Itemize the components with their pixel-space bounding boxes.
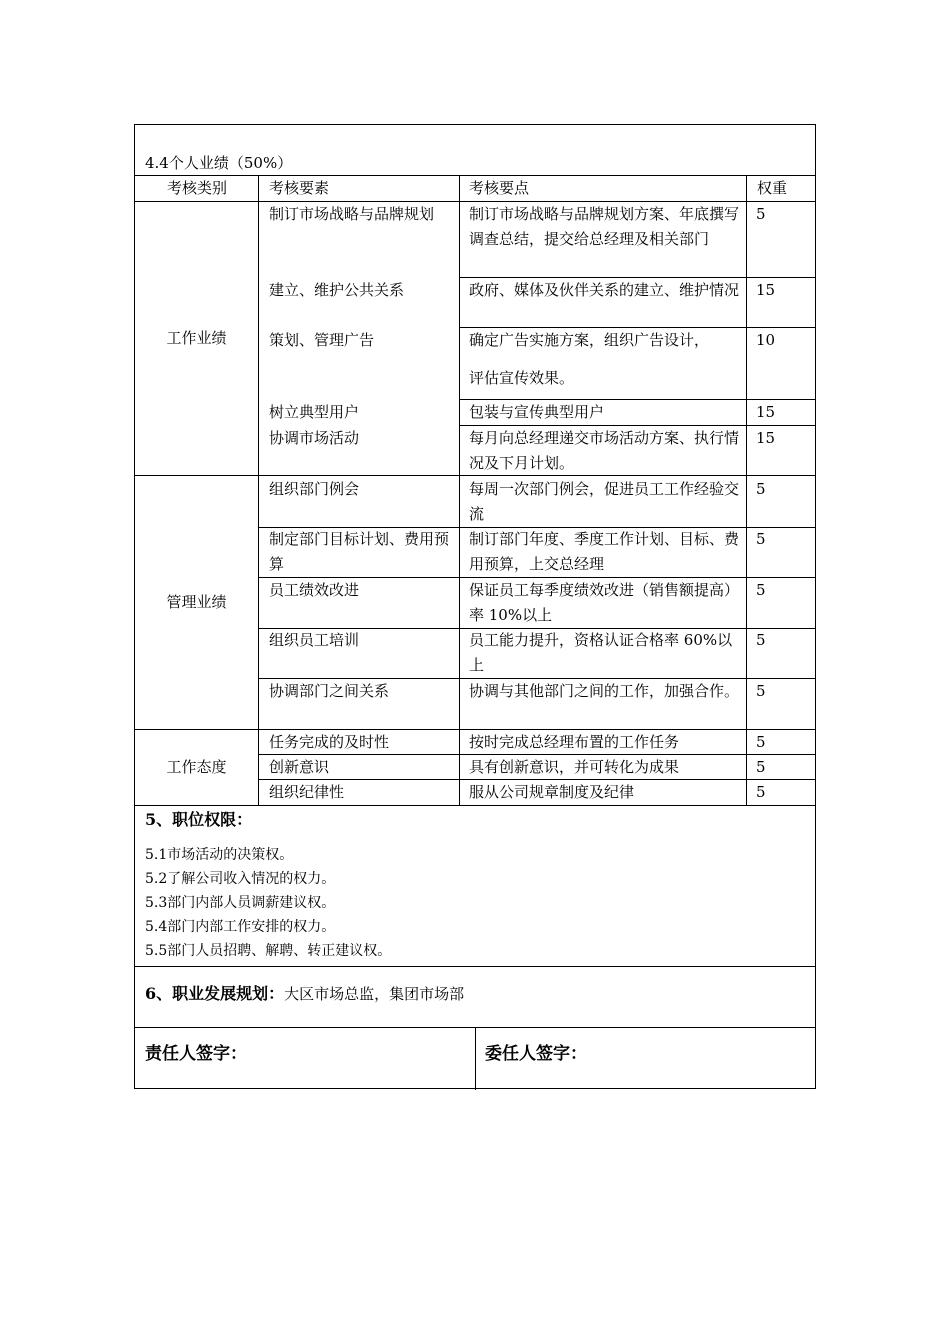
weight-cell: 5 — [756, 758, 766, 776]
weight-cell: 5 — [756, 631, 766, 649]
permission-item: 5.3部门内部人员调薪建议权。 — [145, 895, 336, 911]
category-work-attitude: 工作态度 — [166, 758, 227, 776]
point-cell: 按时完成总经理布置的工作任务 — [469, 733, 680, 751]
element-cell: 任务完成的及时性 — [269, 733, 390, 751]
element-cell: 建立、维护公共关系 — [269, 281, 405, 299]
weight-cell: 5 — [756, 581, 766, 599]
header-category: 考核类别 — [166, 179, 227, 197]
career-plan-value: 大区市场总监，集团市场部 — [284, 985, 465, 1003]
document-table — [134, 124, 816, 1089]
element-cell: 树立典型用户 — [269, 403, 360, 421]
weight-cell: 10 — [756, 331, 776, 349]
point-cell: 保证员工每季度绩效改进（销售额提高）率 10%以上 — [469, 581, 740, 624]
point-cell: 包装与宣传典型用户 — [469, 403, 605, 421]
element-cell: 员工绩效改进 — [269, 581, 360, 599]
point-cell: 具有创新意识，并可转化为成果 — [469, 758, 680, 776]
element-cell: 制订市场战略与品牌规划 — [269, 205, 435, 223]
weight-cell: 15 — [756, 281, 776, 299]
header-point: 考核要点 — [469, 179, 530, 197]
weight-cell: 15 — [756, 403, 776, 421]
appointer-signature-label: 委任人签字： — [485, 1044, 587, 1064]
header-element: 考核要素 — [269, 179, 330, 197]
point-cell: 每月向总经理递交市场活动方案、执行情况及下月计划。 — [469, 429, 740, 472]
category-work-performance: 工作业绩 — [166, 329, 227, 347]
permission-item: 5.1市场活动的决策权。 — [145, 847, 294, 863]
point-cell: 员工能力提升，资格认证合格率 60%以上 — [469, 631, 733, 674]
point-cell: 制订市场战略与品牌规划方案、年底撰写调查总结，提交给总经理及相关部门 — [469, 205, 740, 248]
point-cell: 制订部门年度、季度工作计划、目标、费用预算，上交总经理 — [469, 530, 740, 573]
element-cell: 协调部门之间关系 — [269, 682, 390, 700]
element-cell: 创新意识 — [269, 758, 330, 776]
point-cell: 每周一次部门例会，促进员工工作经验交流 — [469, 480, 740, 523]
permission-item: 5.2了解公司收入情况的权力。 — [145, 871, 336, 887]
category-management-performance: 管理业绩 — [166, 593, 227, 611]
element-cell: 组织部门例会 — [269, 480, 360, 498]
section-6-title: 6、职业发展规划： — [145, 984, 285, 1003]
element-cell: 组织纪律性 — [269, 783, 345, 801]
permission-item: 5.4部门内部工作安排的权力。 — [145, 919, 336, 935]
weight-cell: 5 — [756, 783, 766, 801]
section-6 — [145, 981, 464, 1007]
weight-cell: 5 — [756, 733, 766, 751]
permission-item: 5.5部门人员招聘、解聘、转正建议权。 — [145, 943, 392, 959]
weight-cell: 15 — [756, 429, 776, 447]
section-4-4-title: 4.4个人业绩（50%） — [145, 154, 293, 172]
element-cell: 协调市场活动 — [269, 429, 360, 447]
weight-cell: 5 — [756, 530, 766, 548]
element-cell: 策划、管理广告 — [269, 331, 375, 349]
weight-cell: 5 — [756, 682, 766, 700]
element-cell: 组织员工培训 — [269, 631, 360, 649]
responsible-signature-label: 责任人签字： — [145, 1044, 247, 1064]
point-cell: 协调与其他部门之间的工作，加强合作。 — [469, 682, 740, 700]
element-cell: 制定部门目标计划、费用预算 — [269, 530, 450, 573]
point-cell: 确定广告实施方案，组织广告设计， — [469, 331, 710, 349]
weight-cell: 5 — [756, 205, 766, 223]
point-cell: 服从公司规章制度及纪律 — [469, 783, 635, 801]
point-cell: 政府、媒体及伙伴关系的建立、维护情况 — [469, 281, 740, 299]
weight-cell: 5 — [756, 480, 766, 498]
header-weight: 权重 — [757, 179, 788, 197]
section-5-title: 5、职位权限： — [145, 810, 253, 829]
point-cell-line2: 评估宣传效果。 — [469, 369, 575, 387]
